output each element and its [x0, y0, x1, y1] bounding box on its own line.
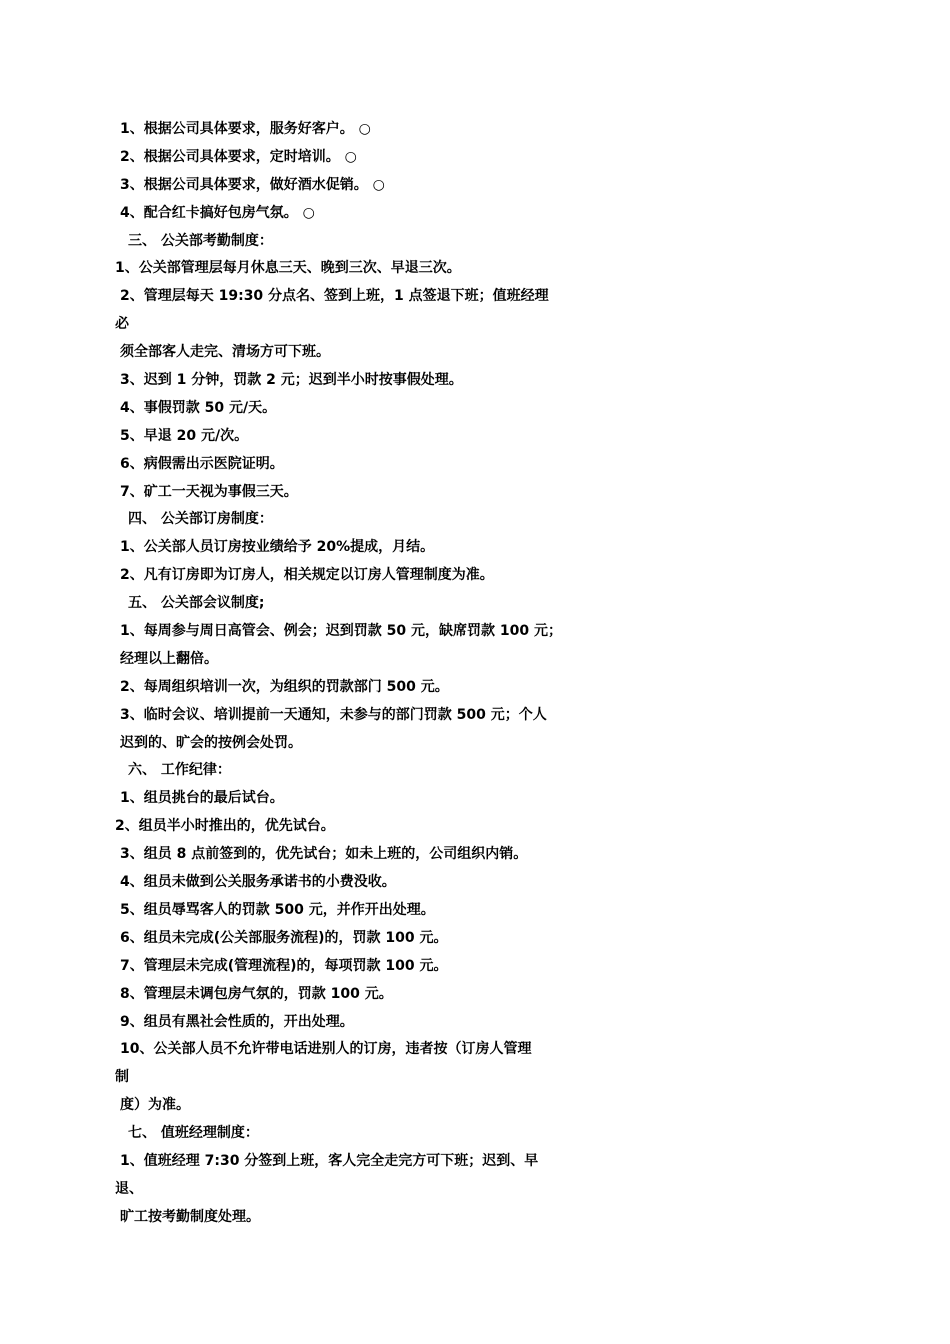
- document-line: 五、 公关部会议制度;: [128, 595, 265, 612]
- document-line: 3、迟到 1 分钟，罚款 2 元；迟到半小时按事假处理。: [120, 372, 463, 389]
- document-line: 旷工按考勤制度处理。: [120, 1208, 260, 1225]
- document-line: 3、临时会议、培训提前一天通知，未参与的部门罚款 500 元；个人: [120, 706, 547, 723]
- document-line: 必: [115, 316, 129, 333]
- document-page: [0, 116, 950, 1232]
- document-line: 4、组员未做到公关服务承诺书的小费没收。: [120, 874, 396, 891]
- document-line: 9、组员有黑社会性质的，开出处理。: [120, 1013, 354, 1030]
- document-line: 三、 公关部考勤制度：: [128, 232, 273, 249]
- document-line: 1、根据公司具体要求，服务好客户。 ○: [120, 121, 371, 137]
- document-line: 制: [115, 1069, 129, 1086]
- document-line: 2、组员半小时推出的，优先试台。: [115, 818, 335, 835]
- document-line: 1、公关部管理层每月休息三天、晚到三次、早退三次。: [115, 260, 461, 277]
- document-line: 3、根据公司具体要求，做好酒水促销。 ○: [120, 176, 385, 193]
- document-line: 10、公关部人员不允许带电话进别人的订房，违者按（订房人管理: [120, 1041, 532, 1058]
- document-line: 七、 值班经理制度：: [128, 1125, 259, 1142]
- document-line: 经理以上翻倍。: [120, 650, 218, 667]
- document-line: 1、公关部人员订房按业绩给予 20%提成，月结。: [120, 539, 435, 556]
- document-line: 2、管理层每天 19:30 分点名、签到上班，1 点签退下班；值班经理: [120, 288, 549, 305]
- document-line: 度）为准。: [120, 1097, 190, 1114]
- document-line: 5、早退 20 元/次。: [120, 427, 249, 444]
- document-line: 6、病假需出示医院证明。: [120, 455, 284, 472]
- document-line: 3、组员 8 点前签到的，优先试台；如未上班的，公司组织内销。: [120, 846, 528, 863]
- document-line: 1、值班经理 7:30 分签到上班，客人完全走完方可下班；迟到、早: [120, 1152, 539, 1169]
- document-line: 退、: [115, 1180, 143, 1197]
- document-line: 四、 公关部订房制度：: [128, 511, 273, 528]
- document-line: 8、管理层未调包房气氛的，罚款 100 元。: [120, 985, 393, 1002]
- document-line: 7、矿工一天视为事假三天。: [120, 483, 298, 500]
- document-line: 6、组员未完成(公关部服务流程)的，罚款 100 元。: [120, 929, 448, 946]
- document-line: 5、组员辱骂客人的罚款 500 元，并作开出处理。: [120, 901, 435, 918]
- document-line: 迟到的、旷会的按例会处罚。: [120, 734, 302, 751]
- document-line: 1、每周参与周日高管会、例会；迟到罚款 50 元，缺席罚款 100 元；: [120, 623, 562, 640]
- document-line: 1、组员挑台的最后试台。: [120, 790, 284, 807]
- document-line: 2、每周组织培训一次，为组织的罚款部门 500 元。: [120, 678, 449, 695]
- document-line: 4、配合红卡搞好包房气氛。 ○: [120, 204, 315, 221]
- document-line: 2、凡有订房即为订房人，相关规定以订房人管理制度为准。: [120, 567, 494, 584]
- document-line: 须全部客人走完、清场方可下班。: [120, 344, 330, 361]
- document-line: 六、 工作纪律：: [128, 762, 231, 779]
- document-line: 2、根据公司具体要求，定时培训。 ○: [120, 148, 357, 165]
- document-line: 4、事假罚款 50 元/天。: [120, 399, 277, 416]
- document-line: 7、管理层未完成(管理流程)的，每项罚款 100 元。: [120, 957, 448, 974]
